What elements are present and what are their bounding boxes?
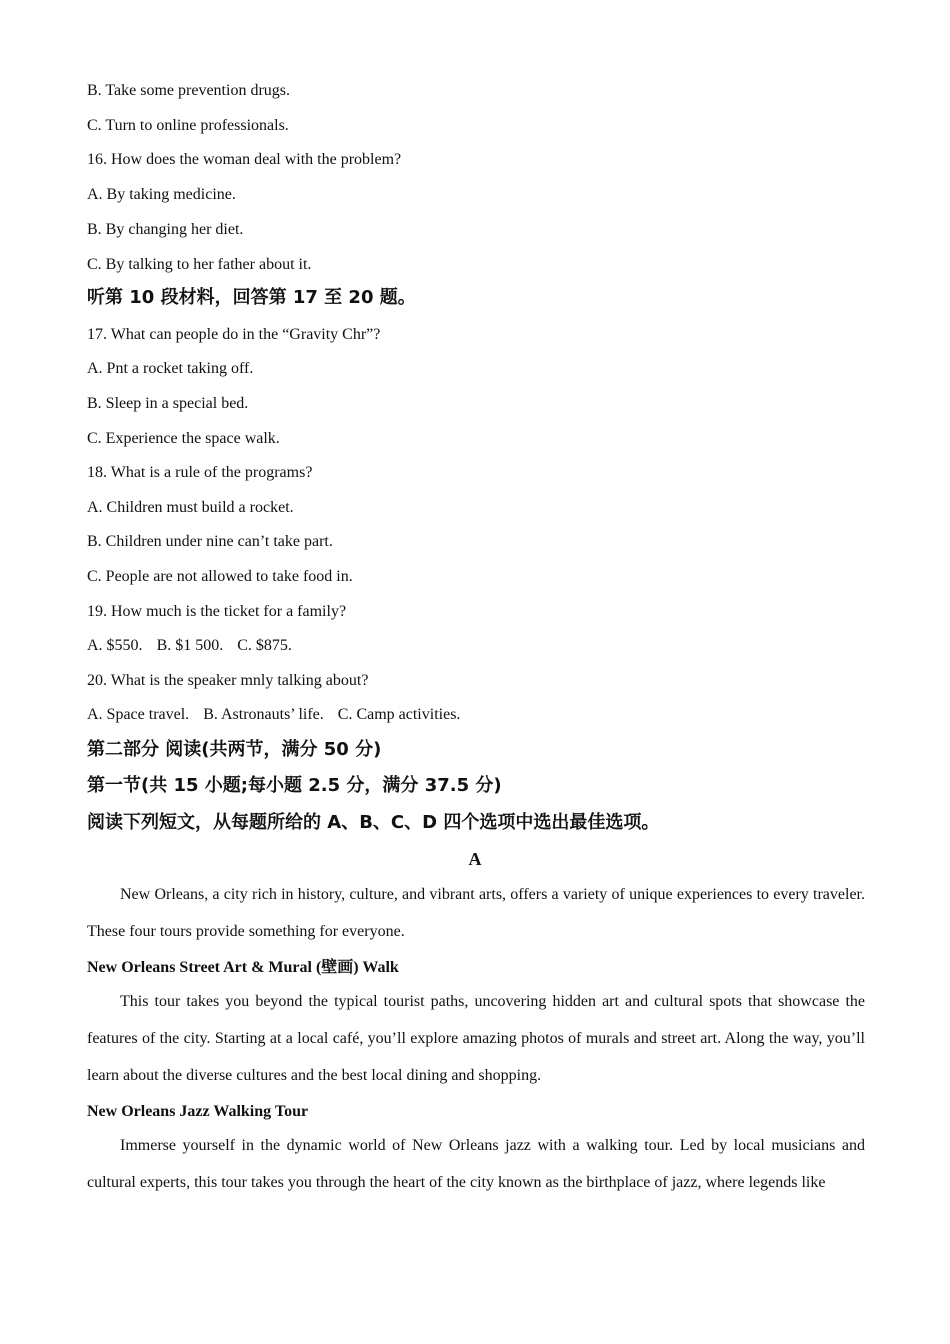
- q19-question: 19. How much is the ticket for a family?: [87, 603, 347, 620]
- q16-option-c: C. By talking to her father about it.: [87, 256, 312, 273]
- reading-section-title: 第一节(共 15 小题;每小题 2.5 分，满分 37.5 分): [87, 775, 502, 796]
- q19-options: [87, 636, 292, 656]
- q18-question: 18. What is a rule of the programs?: [87, 464, 313, 481]
- q19-option-c: C. $875.: [237, 637, 292, 654]
- tour2-text: Immerse yourself in the dynamic world of New Orleans jazz with a walking tour. Led by local musicians and cultural experts, this tour takes you through the heart of the city known as the birthplace of jazz, where legends like: [87, 1137, 865, 1191]
- q16-option-a: A. By taking medicine.: [87, 186, 236, 203]
- q20-option-a: A. Space travel.: [87, 706, 190, 723]
- q18-option-a: A. Children must build a rocket.: [87, 499, 294, 516]
- q18-option-b: B. Children under nine can’t take part.: [87, 533, 333, 550]
- q17-option-a: A. Pnt a rocket taking off.: [87, 360, 254, 377]
- tour1-text: This tour takes you beyond the typical tourist paths, uncovering hidden art and cultural spots that showcase the features of the city. Starting at a local café, you’ll explore amazing photos of murals and street art. Along the way, you’ll learn about the diverse cultures and the best local dining and shopping.: [87, 993, 865, 1084]
- passage-intro: New Orleans, a city rich in history, culture, and vibrant arts, offers a variety of unique experiences to every traveler. These four tours provide something for everyone.: [87, 886, 865, 940]
- q19-option-a: A. $550.: [87, 637, 143, 654]
- q15-option-c: C. Turn to online professionals.: [87, 117, 289, 134]
- reading-instruction: 阅读下列短文，从每题所给的 A、B、C、D 四个选项中选出最佳选项。: [87, 812, 660, 833]
- q16-question: 16. How does the woman deal with the problem?: [87, 151, 402, 168]
- q20-option-b: B. Astronauts’ life.: [203, 706, 324, 723]
- q15-option-b: B. Take some prevention drugs.: [87, 82, 290, 99]
- q20-options: [87, 705, 460, 725]
- q17-option-c: C. Experience the space walk.: [87, 430, 280, 447]
- q20-question: 20. What is the speaker mnly talking about?: [87, 672, 369, 689]
- q17-option-b: B. Sleep in a special bed.: [87, 395, 249, 412]
- q20-option-c: C. Camp activities.: [337, 706, 461, 723]
- tour2-title: New Orleans Jazz Walking Tour: [87, 1103, 309, 1120]
- q16-option-b: B. By changing her diet.: [87, 221, 244, 238]
- q18-option-c: C. People are not allowed to take food in.: [87, 568, 353, 585]
- q19-option-b: B. $1 500.: [156, 637, 224, 654]
- passage-label: A: [468, 849, 482, 869]
- section10-instruction: 听第 10 段材料，回答第 17 至 20 题。: [87, 287, 416, 308]
- q17-question: 17. What can people do in the “Gravity Chr”?: [87, 326, 381, 343]
- reading-part-title: 第二部分 阅读(共两节，满分 50 分): [87, 739, 382, 760]
- tour1-title: New Orleans Street Art & Mural (壁画) Walk: [87, 959, 399, 976]
